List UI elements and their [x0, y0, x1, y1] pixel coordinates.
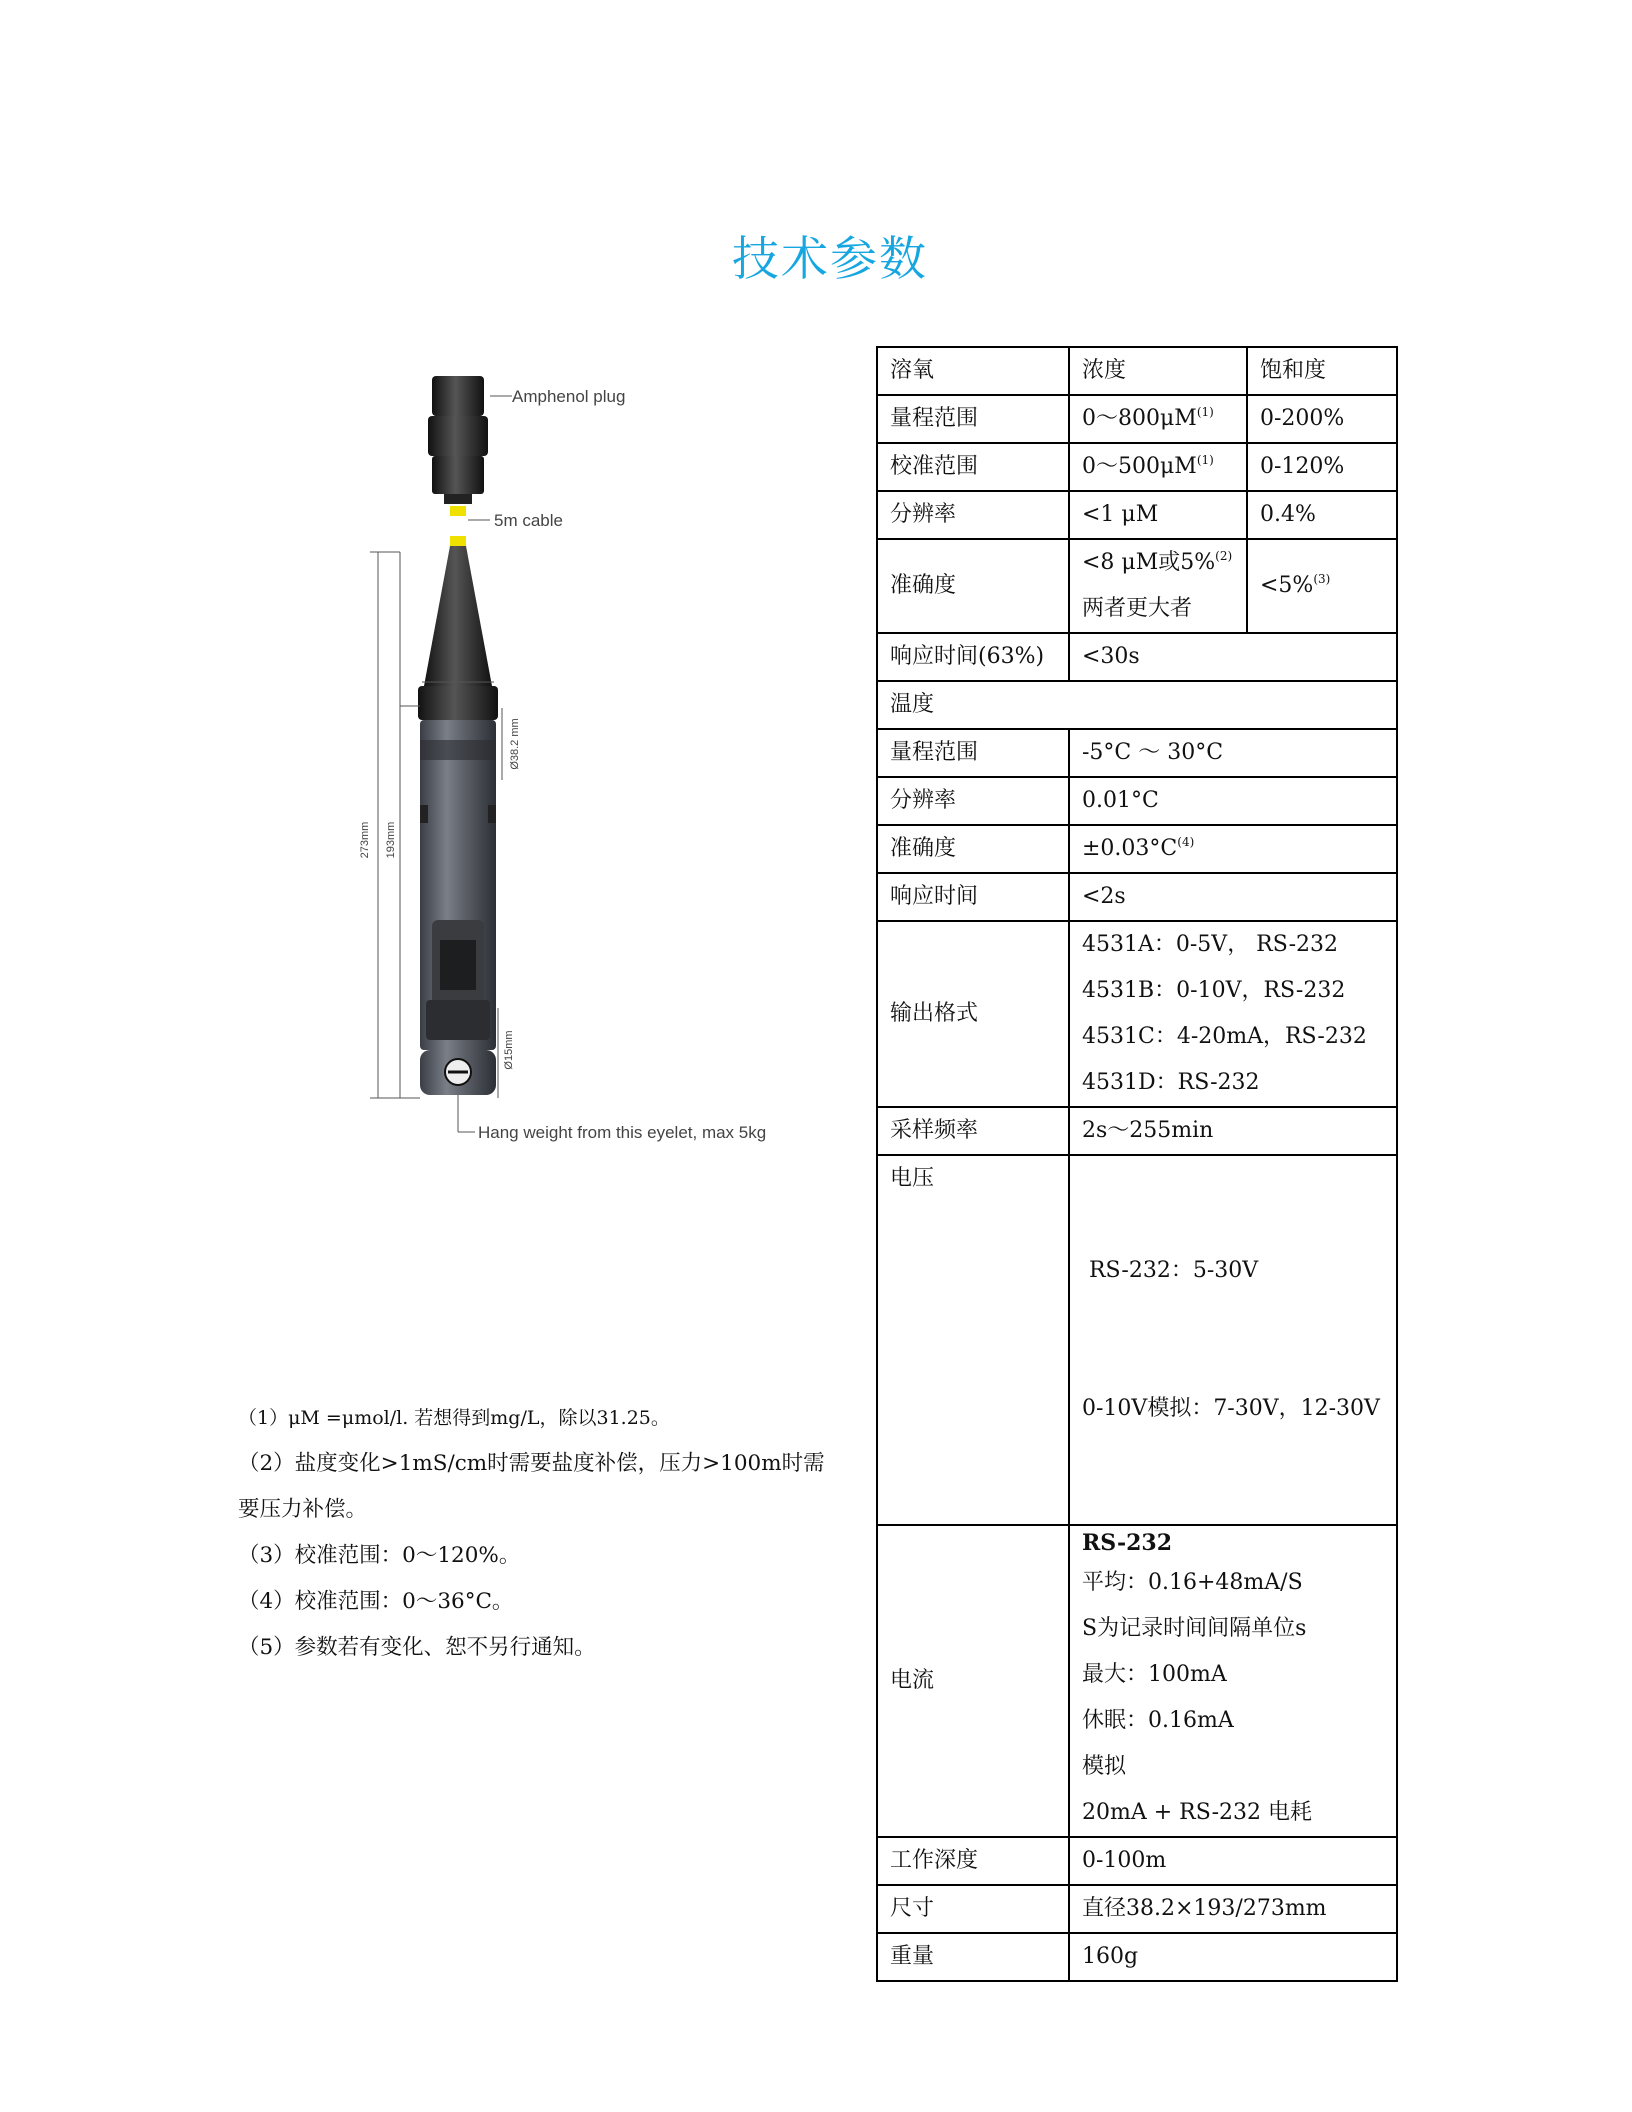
- footnote-4: （4）校准范围：0～36°C。: [238, 1589, 514, 1614]
- footnote-1: （1）μM =μmol/l. 若想得到mg/L，除以31.25。: [238, 1407, 670, 1429]
- dim-diameter: Ø38.2 mm: [509, 718, 521, 770]
- page-title: 技术参数: [732, 232, 928, 287]
- sat-header: 饱和度: [1247, 347, 1397, 395]
- footnote-3: （3）校准范围：0～120%。: [238, 1543, 521, 1568]
- cell-value: 0.01°C: [1069, 777, 1397, 825]
- row-label: 尺寸: [877, 1885, 1069, 1933]
- row-label: 重量: [877, 1933, 1069, 1981]
- eyelet-label: Hang weight from this eyelet, max 5kg: [478, 1123, 767, 1142]
- table-row: [877, 633, 1397, 681]
- row-label: 响应时间: [877, 873, 1069, 921]
- row-label: 准确度: [877, 825, 1069, 873]
- row-label: 响应时间(63%): [877, 633, 1069, 681]
- dim-total: 273mm: [359, 821, 371, 859]
- cell-value: 0-100m: [1069, 1837, 1397, 1885]
- table-row: [877, 395, 1397, 443]
- dim-eyelet: Ø15mm: [503, 1030, 515, 1070]
- table-row: [877, 873, 1397, 921]
- cell-value: $\pm 0.03^\circ C^{(4)}$: [1069, 825, 1397, 873]
- table-row: [877, 1933, 1397, 1981]
- row-label: 采样频率: [877, 1107, 1069, 1155]
- conc-header: 浓度: [1069, 347, 1247, 395]
- dim-body: 193mm: [385, 821, 397, 859]
- cell-value: $0\sim 800\mu M^{(1)}$: [1069, 395, 1247, 443]
- table-row: [877, 825, 1397, 873]
- table-row: [877, 1107, 1397, 1155]
- cell-value: 2s～255min: [1069, 1107, 1397, 1155]
- strain-relief-cone: [424, 546, 492, 686]
- row-label: 准确度: [877, 539, 1069, 633]
- oxygen-header: 溶氧: [877, 347, 1069, 395]
- hang-eyelet: [420, 1050, 496, 1095]
- table-row: [877, 681, 1397, 729]
- row-label: 分辨率: [877, 491, 1069, 539]
- row-label: 工作深度: [877, 1837, 1069, 1885]
- table-row: [877, 443, 1397, 491]
- cell-value: 4531A：0-5V， RS-232 4531B：0-10V，RS-232 4531C：4-20mA，RS-232 4531D：RS-232: [1069, 921, 1397, 1107]
- footnote-2-cont: 要压力补偿。: [238, 1497, 368, 1522]
- cable-label: 5m cable: [494, 511, 563, 530]
- cell-value: 160g: [1069, 1933, 1397, 1981]
- cell-value: 0-120%: [1247, 443, 1397, 491]
- row-label: 校准范围: [877, 443, 1069, 491]
- table-row: [877, 1525, 1397, 1837]
- row-label: 量程范围: [877, 729, 1069, 777]
- temp-header: 温度: [877, 681, 1397, 729]
- table-row: [877, 921, 1397, 1107]
- table-row: [877, 491, 1397, 539]
- cell-value: 0.4%: [1247, 491, 1397, 539]
- table-row: [877, 1155, 1397, 1525]
- row-label: 量程范围: [877, 395, 1069, 443]
- cell-value: <1 μM: [1069, 491, 1247, 539]
- cell-value: 直径38.2×193/273mm: [1069, 1885, 1397, 1933]
- table-row: [877, 1837, 1397, 1885]
- table-row: [877, 539, 1397, 633]
- cell-value: -5°C ～ 30°C: [1069, 729, 1397, 777]
- cell-value: RS-232：5-30V 0-10V模拟：7-30V，12-30V: [1069, 1155, 1397, 1525]
- row-label: 电压: [877, 1155, 1069, 1525]
- row-label: 输出格式: [877, 921, 1069, 1107]
- row-label: 电流: [877, 1525, 1069, 1837]
- cell-value: $0\sim 500\mu M^{(1)}$: [1069, 443, 1247, 491]
- cable: [450, 506, 466, 516]
- row-label: 分辨率: [877, 777, 1069, 825]
- spec-table: [876, 346, 1398, 1982]
- footnote-2: （2）盐度变化>1mS/cm时需要盐度补偿，压力>100m时需: [238, 1451, 825, 1476]
- sensor-drawing: [340, 360, 800, 1160]
- sensor-body: [418, 686, 498, 1050]
- cell-value: <30s: [1069, 633, 1397, 681]
- footnote-5: （5）参数若有变化、恕不另行通知。: [238, 1635, 596, 1660]
- footnotes: [238, 1395, 858, 1671]
- table-row: [877, 347, 1397, 395]
- table-row: [877, 777, 1397, 825]
- table-row: [877, 729, 1397, 777]
- plug-label: Amphenol plug: [512, 387, 626, 406]
- cell-value: <8 μM或5%$^{(2)}$ 两者更大者: [1069, 539, 1247, 633]
- table-row: [877, 1885, 1397, 1933]
- cell-value: 0-200%: [1247, 395, 1397, 443]
- cell-value: <2s: [1069, 873, 1397, 921]
- cell-value: <5%$^{(3)}$: [1247, 539, 1397, 633]
- cell-value: RS-232 平均：0.16+48mA/S S为记录时间间隔单位s 最大：100mA 休眠：0.16mA 模拟 20mA + RS-232 电耗: [1069, 1525, 1397, 1837]
- amphenol-plug: [428, 376, 488, 504]
